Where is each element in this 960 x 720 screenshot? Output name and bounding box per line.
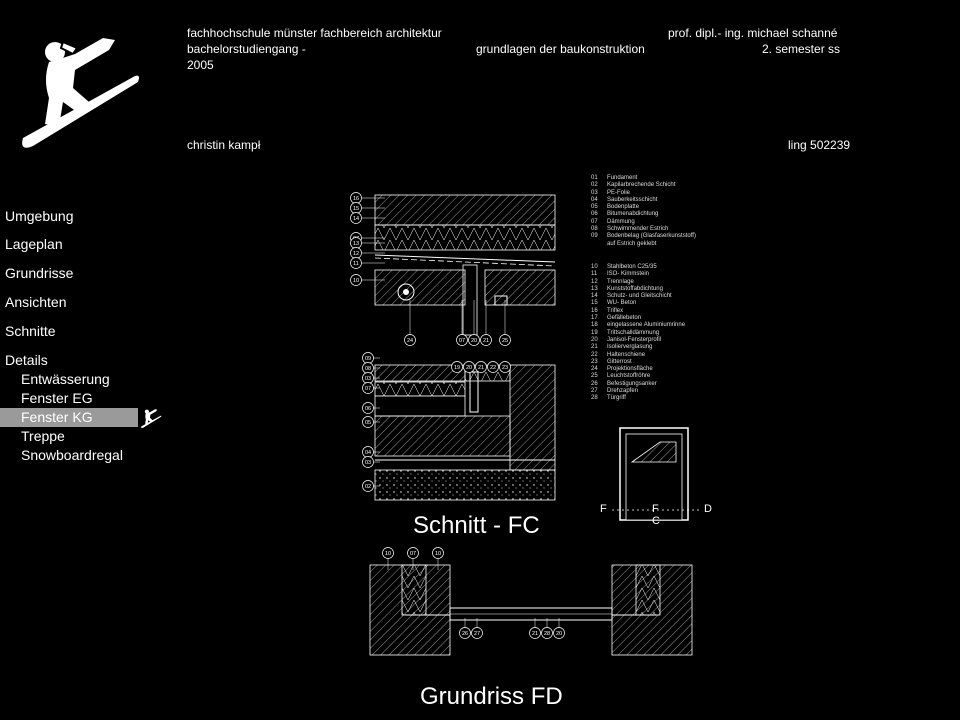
legend-row — [591, 395, 685, 402]
legend-text: Bodenbelag (Glasfaserkunststoff) — [607, 233, 696, 240]
legend-row — [591, 279, 685, 286]
legend-number: 13 — [591, 285, 598, 292]
nav-item-grundrisse[interactable]: Grundrisse — [5, 265, 74, 281]
legend-row — [591, 330, 685, 337]
legend-number: 21 — [591, 344, 598, 351]
legend-number: 26 — [591, 380, 598, 387]
callout-label: 21 — [482, 338, 490, 344]
legend-number: 25 — [591, 373, 598, 380]
legend-number: 19 — [591, 329, 598, 336]
callout-label: 04 — [364, 450, 372, 456]
legend-text: Stahlbeton C25/35 — [607, 264, 657, 270]
legend-text: WU- Beton — [607, 300, 637, 307]
header-program: bachelorstudiengang - — [187, 42, 306, 56]
legend-row — [591, 373, 685, 380]
callout-label: 20 — [465, 365, 473, 371]
legend-number: 02 — [591, 182, 598, 189]
callout-label: 20 — [470, 338, 478, 344]
legend-row — [591, 381, 685, 388]
legend-number: 22 — [591, 351, 598, 358]
legend-row — [591, 211, 696, 218]
callout-label: 27 — [473, 631, 481, 637]
legend-number: 23 — [591, 358, 598, 365]
section-upper-detail — [375, 195, 555, 335]
plan-view — [370, 565, 692, 655]
section-lower-detail — [375, 365, 555, 500]
legend-number: 27 — [591, 388, 598, 395]
legend-number: 12 — [591, 278, 598, 285]
legend-number: 03 — [591, 189, 598, 196]
callout-label: 19 — [453, 365, 461, 371]
legend-text: ISO- Kimmstein — [607, 271, 650, 278]
legend-text: Janisol-Fensterprofil — [607, 336, 662, 343]
legend-row — [591, 182, 696, 189]
legend-text: PE-Folie — [607, 189, 631, 196]
legend-text: eingelassene Aluminiumrinne — [607, 322, 686, 329]
legend-number: 08 — [591, 226, 598, 233]
subnav-item-snowboardregal[interactable]: Snowboardregal — [21, 447, 123, 463]
callout-label: 10 — [352, 278, 360, 284]
legend-number: 24 — [591, 366, 598, 373]
legend-row — [591, 271, 685, 278]
legend-row — [591, 322, 685, 329]
callout-label: 03 — [364, 460, 372, 466]
legend-text: Kapilarbrechende Schicht — [607, 182, 676, 189]
legend-row — [591, 241, 696, 248]
legend-text: Drehzapfen — [607, 388, 639, 395]
callout-label: 15 — [352, 206, 360, 212]
legend-group-2 — [591, 264, 685, 403]
callout-label: 28 — [543, 631, 551, 637]
legend-number: 14 — [591, 293, 598, 300]
legend-row — [591, 226, 696, 233]
legend-group-1 — [591, 175, 696, 248]
header-semester: 2. semester ss — [762, 42, 841, 56]
legend-text: Sauberkeitsschicht — [607, 196, 658, 203]
legend-text: Gitterrost — [607, 358, 632, 365]
legend-row — [591, 359, 685, 366]
legend-number: 16 — [591, 307, 598, 314]
callout-label: 24 — [406, 338, 414, 344]
legend-number: 01 — [591, 175, 598, 181]
header-school: fachhochschule münster fachbereich architektur — [187, 26, 442, 40]
subnav-item-treppe[interactable]: Treppe — [21, 428, 65, 444]
callout-label: 16 — [352, 196, 360, 202]
nav-item-ansichten[interactable]: Ansichten — [5, 294, 67, 310]
legend-number: 05 — [591, 204, 598, 211]
legend-text: Türgriff — [607, 395, 626, 402]
legend-number: 06 — [591, 211, 598, 218]
legend-number: 09 — [591, 233, 598, 240]
legend-text: Schutz- und Gleitschicht — [607, 293, 672, 300]
callout-label: 05 — [364, 420, 372, 426]
legend-text: Isolierverglasung — [607, 344, 653, 351]
legend-row — [591, 366, 685, 373]
key-label-c-mid: C — [652, 515, 660, 527]
subnav-item-entwaesserung[interactable]: Entwässerung — [21, 371, 110, 387]
section-title: Schnitt - FC — [413, 512, 540, 539]
callout-label: 12 — [352, 251, 360, 257]
plan-title: Grundriss FD — [420, 683, 563, 710]
legend-row — [591, 293, 685, 300]
legend-number: 28 — [591, 395, 598, 402]
legend-row — [591, 204, 696, 211]
callout-label: 21 — [531, 631, 539, 637]
legend-text: Kunststoffabdichtung — [607, 285, 663, 292]
legend-text: Gefällebeton — [607, 315, 642, 322]
legend-number: 10 — [591, 264, 598, 270]
legend-text: auf Estrich geklebt — [607, 240, 657, 247]
callout-label: 26 — [461, 631, 469, 637]
legend-row — [591, 388, 685, 395]
legend-number: 17 — [591, 315, 598, 322]
subnav-item-fenster-kg[interactable]: Fenster KG — [0, 408, 138, 427]
callout-label: 22 — [489, 365, 497, 371]
callout-label: 10 — [384, 551, 392, 557]
legend-row — [591, 352, 685, 359]
callout-label: 03 — [364, 376, 372, 382]
legend-row — [591, 344, 685, 351]
legend-number: 11 — [591, 271, 598, 278]
callout-label: 07 — [409, 551, 417, 557]
legend-row — [591, 233, 696, 240]
legend-text: Befestigungsanker — [607, 380, 657, 387]
legend-row — [591, 264, 685, 271]
callout-label: 25 — [501, 338, 509, 344]
legend-row — [591, 190, 696, 197]
callout-label: 02 — [364, 484, 372, 490]
header-professor: prof. dipl.- ing. michael schanné — [668, 26, 838, 40]
callout-label: 20 — [555, 631, 563, 637]
legend-row — [591, 219, 696, 226]
legend-text: Triflex — [607, 307, 624, 314]
legend-text: Bodenplatte — [607, 204, 640, 211]
callout-label: 09 — [364, 356, 372, 362]
callout-label: 23 — [501, 365, 509, 371]
legend-row — [591, 300, 685, 307]
callout-label: 21 — [477, 365, 485, 371]
legend-text: Trennlage — [607, 278, 634, 285]
legend-number: 04 — [591, 196, 598, 203]
key-label-f-mid: F — [652, 503, 659, 515]
legend-number: 18 — [591, 322, 598, 329]
nav-item-lageplan[interactable]: Lageplan — [5, 236, 63, 252]
nav-item-umgebung[interactable]: Umgebung — [5, 208, 74, 224]
legend-text: Fundament — [607, 175, 638, 181]
legend-number: 07 — [591, 218, 598, 225]
legend-row — [591, 308, 685, 315]
legend-number: 15 — [591, 300, 598, 307]
legend-row — [591, 337, 685, 344]
callout-label: 11 — [353, 261, 359, 267]
header-course: grundlagen der baukonstruktion — [476, 42, 645, 56]
legend-text: Leuchtstoffröhre — [607, 373, 651, 380]
legend-text: Projektionsfläche — [607, 366, 653, 373]
legend-text: Schwimmender Estrich — [607, 226, 669, 233]
legend-row — [591, 286, 685, 293]
callout-label: 14 — [352, 216, 360, 222]
header-student-id: ling 502239 — [788, 138, 851, 152]
callout-label: 06 — [364, 406, 372, 412]
header-student-name: christin kampł — [187, 138, 261, 152]
subnav-item-fenster-eg[interactable]: Fenster EG — [21, 390, 93, 406]
legend-text: Bitumenabdichtung — [607, 211, 659, 218]
legend-number: 20 — [591, 336, 598, 343]
callout-label: 10 — [434, 551, 442, 557]
header-year: 2005 — [187, 58, 214, 72]
nav-item-schnitte[interactable]: Schnitte — [5, 323, 56, 339]
legend-row — [591, 315, 685, 322]
legend-text: Haltenschiene — [607, 351, 646, 358]
legend-row — [591, 197, 696, 204]
callout-label: 07 — [364, 386, 372, 392]
legend-text: Trittschalldämmung — [607, 329, 660, 336]
key-label-f-left: F — [600, 503, 607, 515]
callout-label: 08 — [364, 366, 372, 372]
nav-item-details[interactable]: Details — [5, 352, 48, 368]
key-label-d-right: D — [704, 503, 712, 515]
callout-label: 07 — [458, 338, 466, 344]
legend-row — [591, 175, 696, 182]
legend-text: Dämmung — [607, 218, 635, 225]
callout-label: 13 — [352, 241, 360, 247]
